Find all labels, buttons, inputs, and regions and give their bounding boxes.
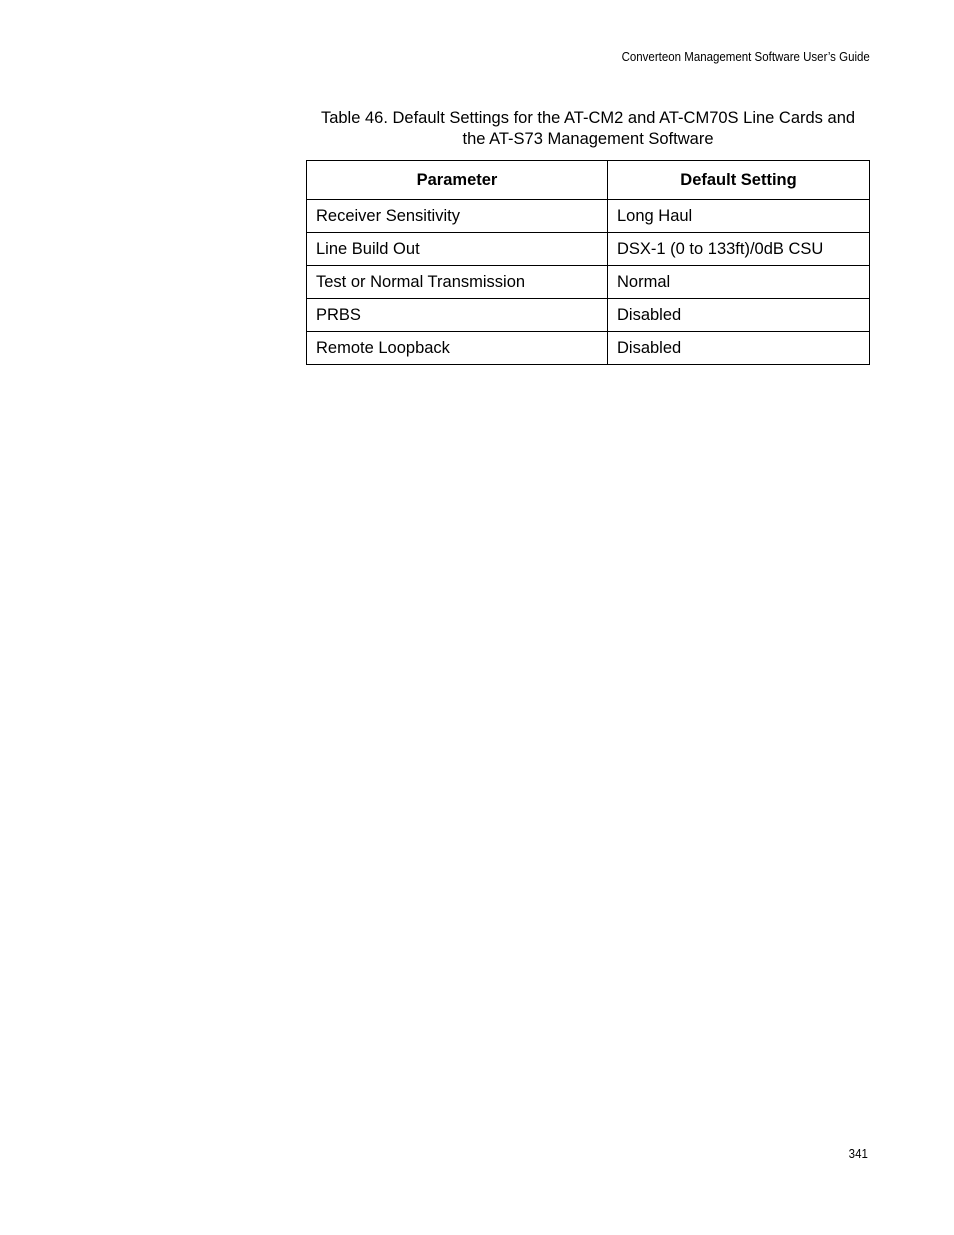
table-caption-line-1: Table 46. Default Settings for the AT-CM2 and AT-CM70S Line Cards and — [320, 109, 856, 127]
column-header-parameter: Parameter — [307, 161, 608, 200]
default-settings-table — [306, 160, 870, 365]
parameter-cell: Line Build Out — [307, 233, 608, 266]
default-setting-cell: Normal — [608, 266, 870, 299]
table-caption — [306, 108, 870, 150]
table-row — [307, 200, 870, 233]
parameter-cell: Receiver Sensitivity — [307, 200, 608, 233]
table-row — [307, 233, 870, 266]
parameter-cell: Remote Loopback — [307, 332, 608, 365]
parameter-cell: Test or Normal Transmission — [307, 266, 608, 299]
parameter-cell: PRBS — [307, 299, 608, 332]
table-row — [307, 299, 870, 332]
default-setting-cell: Disabled — [608, 299, 870, 332]
table-row — [307, 266, 870, 299]
column-header-default-setting: Default Setting — [608, 161, 870, 200]
table-caption-line-2: the AT-S73 Management Software — [462, 130, 714, 148]
table-header-row — [307, 161, 870, 200]
default-setting-cell: Long Haul — [608, 200, 870, 233]
default-setting-cell: Disabled — [608, 332, 870, 365]
default-setting-cell: DSX-1 (0 to 133ft)/0dB CSU — [608, 233, 870, 266]
table-row — [307, 332, 870, 365]
page-number: 341 — [848, 1147, 868, 1161]
running-header: Converteon Management Software User’s Guide — [621, 50, 870, 64]
